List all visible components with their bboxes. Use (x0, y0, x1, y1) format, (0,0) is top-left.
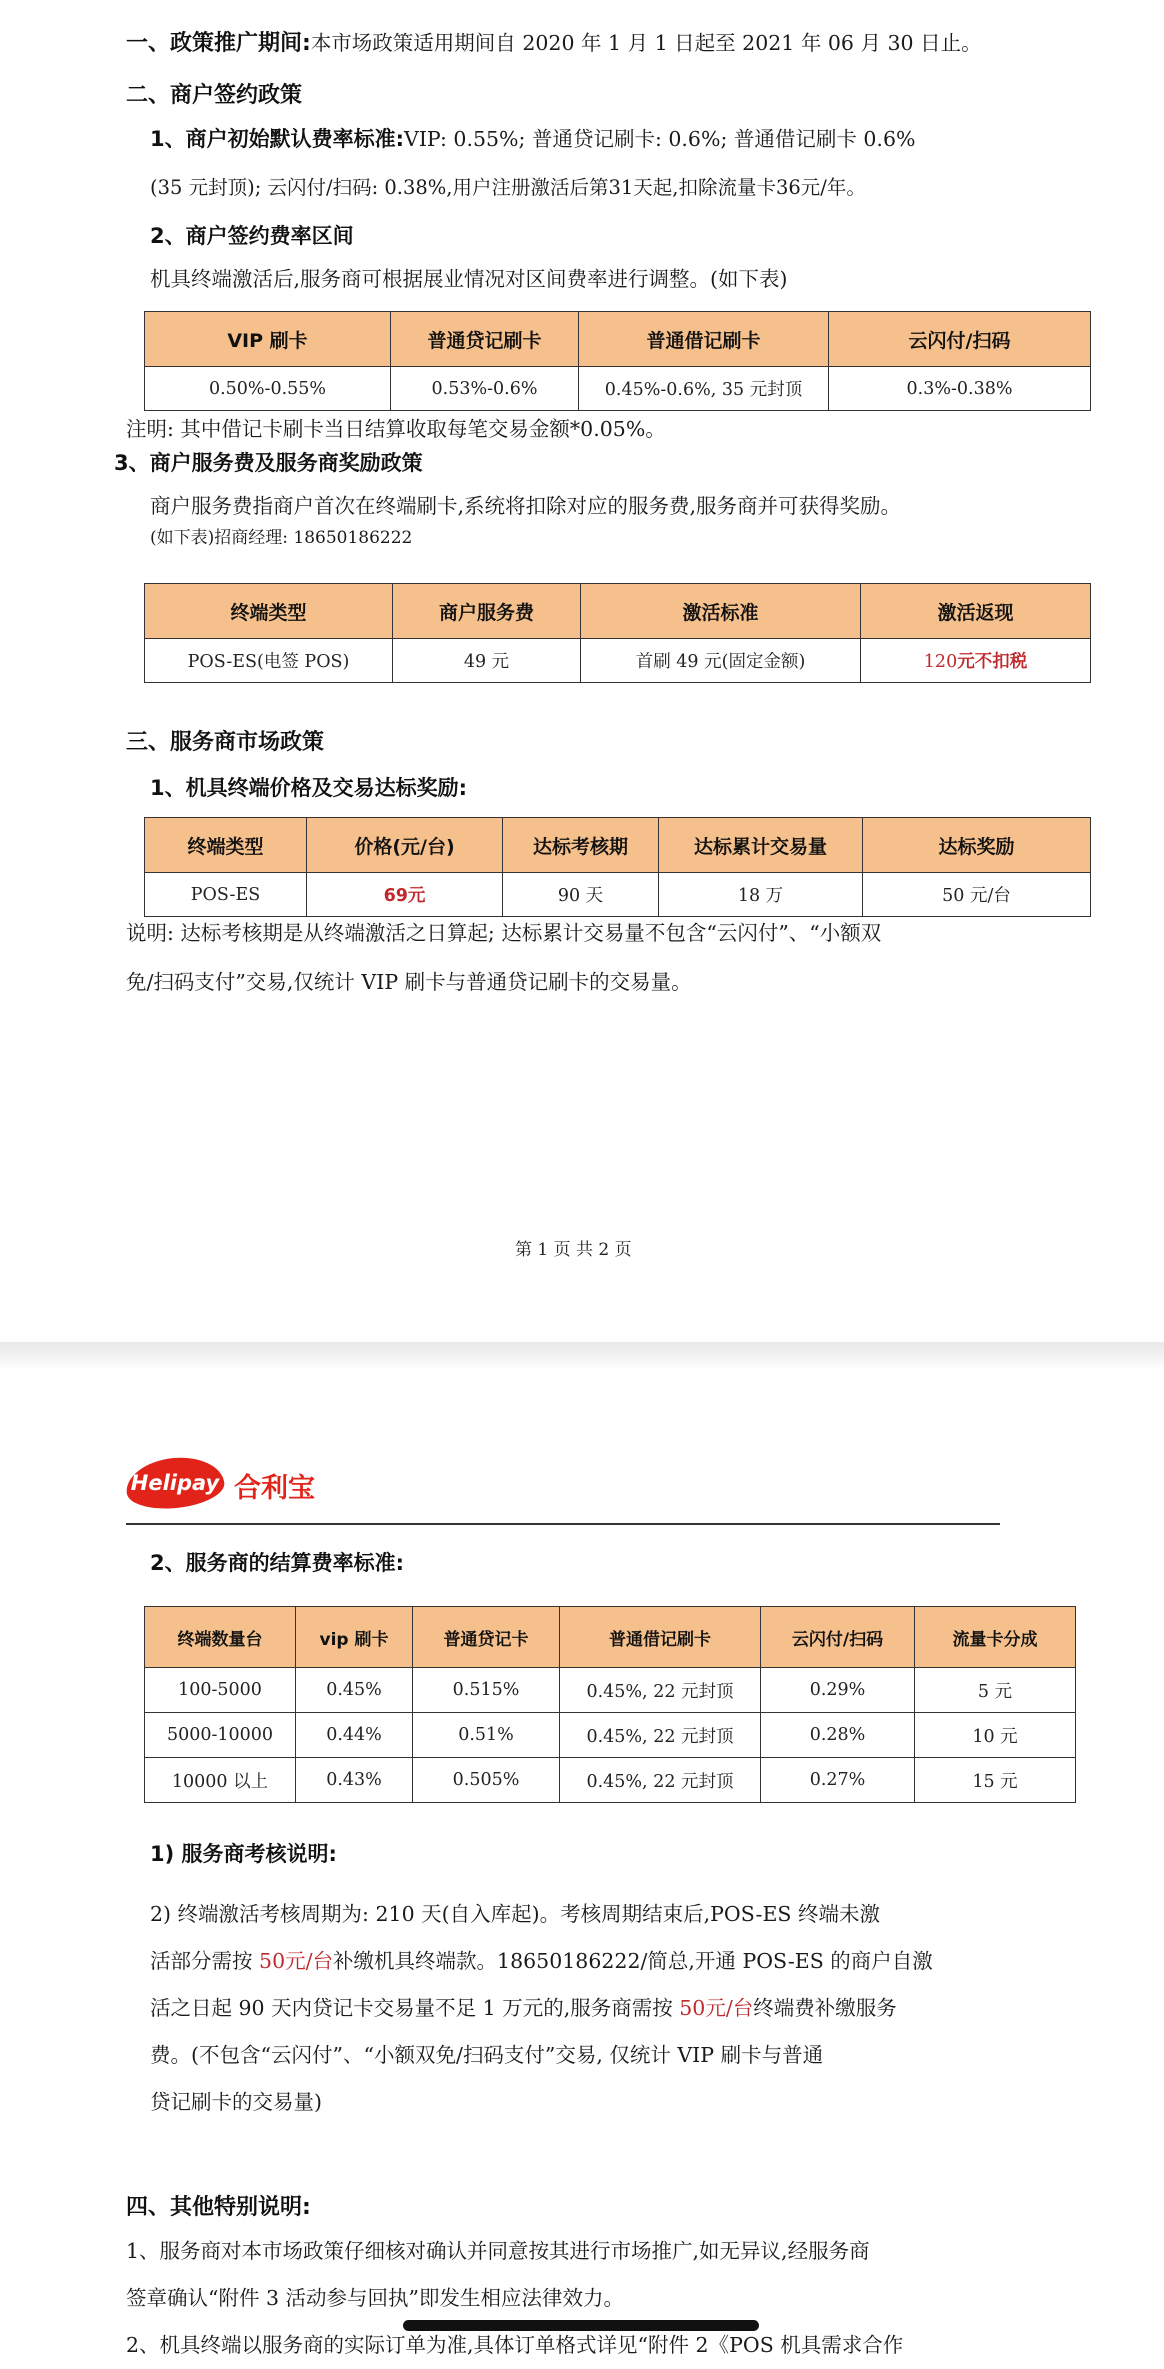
header-rule (126, 1523, 1000, 1525)
settle-cell: 0.45% (296, 1668, 413, 1713)
term-cell-price: 69元 (307, 873, 503, 917)
rate-header-vip: VIP 刷卡 (145, 312, 391, 367)
settle-cell: 5 元 (915, 1668, 1076, 1713)
rate-header-quickpass: 云闪付/扫码 (829, 312, 1091, 367)
fee-header-terminal: 终端类型 (145, 584, 393, 639)
rate-cell-quickpass: 0.3%-0.38% (829, 367, 1091, 411)
settle-cell: 0.43% (296, 1758, 413, 1803)
service-fee-table (144, 583, 1091, 683)
rate-cell-vip: 0.50%-0.55% (145, 367, 391, 411)
settle-cell: 0.27% (761, 1758, 915, 1803)
section-2-3-heading: 3、商户服务费及服务商奖励政策 (114, 451, 423, 475)
page-footer: 第 1 页 共 2 页 (515, 1240, 632, 1260)
helipay-logo-text: 合利宝 (234, 1473, 315, 1504)
fee-header-service-fee: 商户服务费 (393, 584, 581, 639)
section-2-1-heading: 1、商户初始默认费率标准: (150, 127, 405, 151)
settle-cell: 10 元 (915, 1713, 1076, 1758)
page-separator (0, 1342, 1164, 1370)
term-cell-reward: 50 元/台 (863, 873, 1091, 917)
term-note-line2: 免/扫码支付”交易,仅统计 VIP 刷卡与普通贷记刷卡的交易量。 (126, 970, 692, 994)
settle-cell: 0.45%, 22 元封顶 (560, 1758, 761, 1803)
fee-header-activation: 激活标准 (581, 584, 861, 639)
settle-cell: 0.28% (761, 1713, 915, 1758)
section-4-line1: 1、服务商对本市场政策仔细核对确认并同意按其进行市场推广,如无异议,经服务商 (126, 2239, 870, 2263)
term-header-period: 达标考核期 (503, 818, 659, 873)
section-2-1 (150, 116, 915, 163)
section-2-2-heading: 2、商户签约费率区间 (150, 224, 354, 248)
term-cell-type: POS-ES (145, 873, 307, 917)
settle-header-credit: 普通贷记卡 (413, 1607, 560, 1668)
settle-cell: 0.44% (296, 1713, 413, 1758)
settle-cell: 15 元 (915, 1758, 1076, 1803)
settle-cell: 5000-10000 (145, 1713, 296, 1758)
table-row (145, 1668, 1076, 1713)
settle-header-simcard: 流量卡分成 (915, 1607, 1076, 1668)
rate-range-table (144, 311, 1091, 411)
assessment-line1: 2) 终端激活考核周期为: 210 天(自入库起)。考核周期结束后,POS-ES 终端未激 (150, 1902, 880, 1926)
assessment-amount: 50元/台 (259, 1949, 334, 1973)
settle-cell: 100-5000 (145, 1668, 296, 1713)
rate-note: 注明: 其中借记卡刷卡当日结算收取每笔交易金额*0.05%。 (126, 417, 666, 441)
section-4-line3: 2、机具终端以服务商的实际订单为准,具体订单格式详见“附件 2《POS 机具需求合作 (126, 2333, 904, 2357)
section-2-3-text: 商户服务费指商户首次在终端刷卡,系统将扣除对应的服务费,服务商并可获得奖励。 (150, 494, 902, 518)
section-1-heading: 一、政策推广期间: (126, 31, 311, 56)
fee-header-cashback: 激活返现 (861, 584, 1091, 639)
term-cell-volume: 18 万 (659, 873, 863, 917)
assessment-line2: 活部分需按 50元/台补缴机具终端款。18650186222/简总,开通 POS-ES 的商户自激 (150, 1949, 933, 1973)
settle-cell: 0.29% (761, 1668, 915, 1713)
fee-cell-terminal: POS-ES(电签 POS) (145, 639, 393, 683)
rate-cell-debit: 0.45%-0.6%, 35 元封顶 (579, 367, 829, 411)
term-header-price: 价格(元/台) (307, 818, 503, 873)
fee-cell-service-fee: 49 元 (393, 639, 581, 683)
settle-cell: 0.51% (413, 1713, 560, 1758)
fee-cell-cashback (861, 639, 1091, 683)
cashback-text: 元不扣税 (957, 652, 1028, 672)
section-3-2-heading: 2、服务商的结算费率标准: (150, 1551, 405, 1575)
term-note-line1: 说明: 达标考核期是从终端激活之日算起; 达标累计交易量不包含“云闪付”、“小额双 (126, 921, 882, 945)
settle-header-debit: 普通借记刷卡 (560, 1607, 761, 1668)
settle-cell: 0.45%, 22 元封顶 (560, 1668, 761, 1713)
section-2-3-contact: (如下表)招商经理: 18650186222 (150, 528, 413, 548)
section-2-1-line2: (35 元封顶); 云闪付/扫码: 0.38%,用户注册激活后第31天起,扣除流量卡36元/年。 (150, 176, 866, 199)
section-3-heading: 三、服务商市场政策 (126, 730, 325, 755)
assessment-line4: 费。(不包含“云闪付”、“小额双免/扫码支付”交易, 仅统计 VIP 刷卡与普通 (150, 2043, 824, 2067)
cashback-amount: 120 (923, 652, 958, 672)
term-header-reward: 达标奖励 (863, 818, 1091, 873)
section-2-heading: 二、商户签约政策 (126, 83, 303, 108)
section-1 (126, 20, 982, 67)
rate-header-debit: 普通借记刷卡 (579, 312, 829, 367)
section-1-text: 本市场政策适用期间自 2020 年 1 月 1 日起至 2021 年 06 月 30 日止。 (310, 31, 982, 55)
assessment-line5: 贷记刷卡的交易量) (150, 2090, 322, 2114)
term-header-type: 终端类型 (145, 818, 307, 873)
settle-header-count: 终端数量台 (145, 1607, 296, 1668)
term-header-volume: 达标累计交易量 (659, 818, 863, 873)
assessment-line3: 活之日起 90 天内贷记卡交易量不足 1 万元的,服务商需按 50元/台终端费补缴服务 (150, 1996, 897, 2020)
section-4-heading: 四、其他特别说明: (126, 2195, 311, 2220)
settle-cell: 10000 以上 (145, 1758, 296, 1803)
settle-header-vip: vip 刷卡 (296, 1607, 413, 1668)
section-2-1-text: VIP: 0.55%; 普通贷记刷卡: 0.6%; 普通借记刷卡 0.6% (404, 127, 916, 151)
section-3-1-heading: 1、机具终端价格及交易达标奖励: (150, 776, 468, 800)
settlement-rate-table (144, 1606, 1076, 1803)
fee-cell-activation: 首刷 49 元(固定金额) (581, 639, 861, 683)
table-row (145, 1713, 1076, 1758)
assessment-heading: 1) 服务商考核说明: (150, 1842, 337, 1866)
table-row (145, 1758, 1076, 1803)
term-cell-period: 90 天 (503, 873, 659, 917)
settle-cell: 0.505% (413, 1758, 560, 1803)
settle-cell: 0.45%, 22 元封顶 (560, 1713, 761, 1758)
assessment-amount: 50元/台 (679, 1996, 754, 2020)
rate-header-credit: 普通贷记刷卡 (391, 312, 579, 367)
section-4-line2: 签章确认“附件 3 活动参与回执”即发生相应法律效力。 (126, 2286, 625, 2310)
rate-cell-credit: 0.53%-0.6% (391, 367, 579, 411)
settle-header-quickpass: 云闪付/扫码 (761, 1607, 915, 1668)
home-indicator[interactable] (403, 2320, 759, 2331)
settle-cell: 0.515% (413, 1668, 560, 1713)
helipay-logo-mark: Helipay (124, 1453, 227, 1513)
terminal-price-table (144, 817, 1091, 917)
section-2-2-text: 机具终端激活后,服务商可根据展业情况对区间费率进行调整。(如下表) (150, 267, 788, 291)
